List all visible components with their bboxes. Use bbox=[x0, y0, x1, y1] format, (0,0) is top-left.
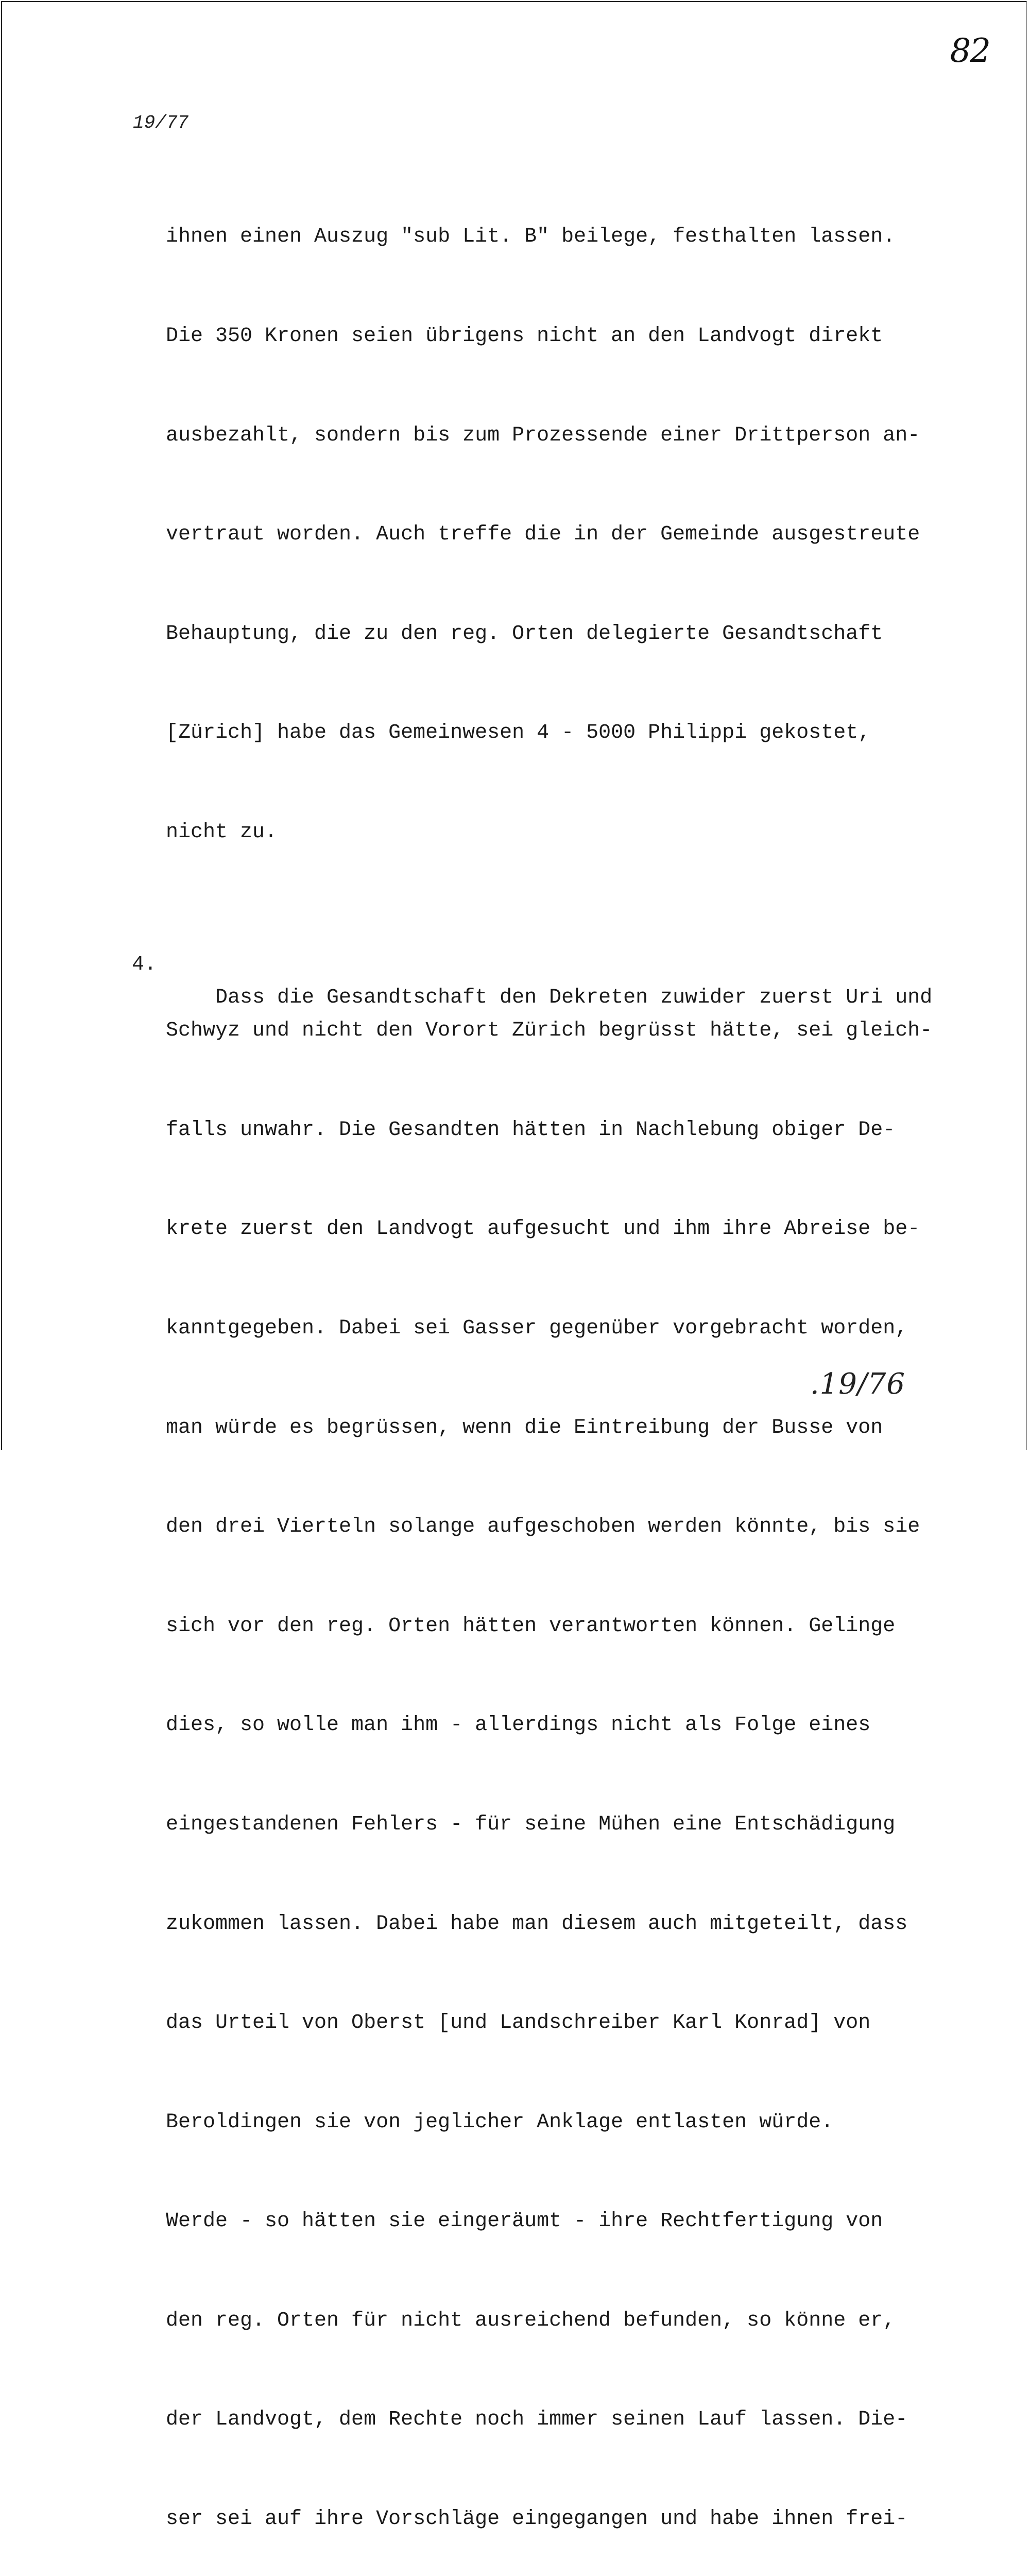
text-line: der Landvogt, dem Rechte noch immer seinen Lauf lassen. Die- bbox=[166, 2408, 908, 2432]
text-line: zukommen lassen. Dabei habe man diesem auch mitgeteilt, dass bbox=[166, 1912, 908, 1936]
text-line: Schwyz und nicht den Vorort Zürich begrüsst hätte, sei gleich- bbox=[166, 1019, 933, 1043]
text-line: den drei Vierteln solange aufgeschoben werden könnte, bis sie bbox=[166, 1515, 920, 1539]
text-line: ihnen einen Auszug "sub Lit. B" beilege, festhalten lassen. bbox=[166, 225, 896, 249]
body-text bbox=[132, 155, 938, 2576]
text-line: eingestandenen Fehlers - für seine Mühen eine Entschädigung bbox=[166, 1812, 896, 1836]
text-line: Werde - so hätten sie eingeräumt - ihre Rechtfertigung von bbox=[166, 2210, 883, 2233]
text-line: nicht zu. bbox=[166, 820, 278, 844]
archive-stamp: .19/76 bbox=[810, 1367, 905, 1401]
text-line: Beroldingen sie von jeglicher Anklage entlasten würde. bbox=[166, 2110, 834, 2134]
list-item bbox=[132, 916, 938, 1009]
text-line: den reg. Orten für nicht ausreichend befunden, so könne er, bbox=[166, 2309, 896, 2332]
text-line: kanntgegeben. Dabei sei Gasser gegenüber vorgebracht worden, bbox=[166, 1316, 908, 1340]
text-line: das Urteil von Oberst [und Landschreiber Karl Konrad] von bbox=[166, 2011, 871, 2035]
text-line: sich vor den reg. Orten hätten verantworten können. Gelinge bbox=[166, 1614, 896, 1638]
item-number: 4. bbox=[132, 953, 157, 976]
page-reference: 19/77 bbox=[133, 112, 189, 133]
text-line: man würde es begrüssen, wenn die Eintreibung der Busse von bbox=[166, 1416, 883, 1439]
text-line: ser sei auf ihre Vorschläge eingegangen und habe ihnen frei- bbox=[166, 2507, 908, 2531]
text-line: Die 350 Kronen seien übrigens nicht an den Landvogt direkt bbox=[166, 325, 883, 348]
text-line: vertraut worden. Auch treffe die in der Gemeinde ausgestreute bbox=[166, 523, 920, 547]
text-line: Behauptung, die zu den reg. Orten delegierte Gesandtschaft bbox=[166, 622, 883, 646]
text-line: dies, so wolle man ihm - allerdings nicht als Folge eines bbox=[166, 1714, 871, 1737]
folio-number: 82 bbox=[950, 32, 990, 70]
text-line: falls unwahr. Die Gesandten hätten in Nachlebung obiger De- bbox=[166, 1118, 896, 1142]
text-line: ausbezahlt, sondern bis zum Prozessende einer Drittperson an- bbox=[166, 423, 920, 447]
text-line: [Zürich] habe das Gemeinwesen 4 - 5000 Philippi gekostet, bbox=[166, 721, 871, 745]
text-line: krete zuerst den Landvogt aufgesucht und ihm ihre Abreise be- bbox=[166, 1217, 920, 1241]
text-line: Dass die Gesandtschaft den Dekreten zuwider zuerst Uri und bbox=[215, 986, 933, 1009]
